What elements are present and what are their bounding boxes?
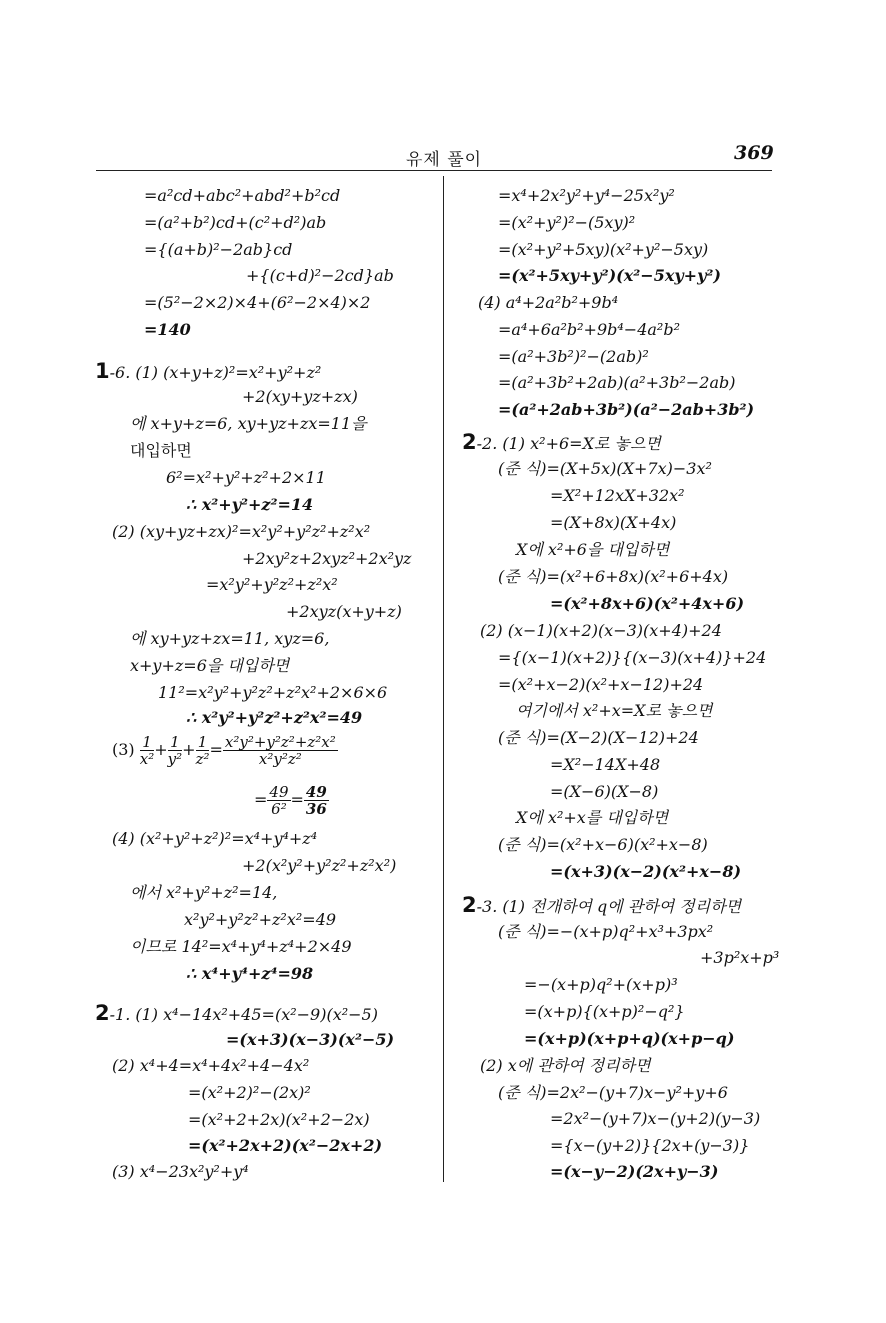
problem-number: 1 (95, 359, 110, 383)
numerator: 1 (168, 734, 183, 751)
math-line: =−(x+p)q²+(x+p)³ (524, 975, 678, 994)
fraction (168, 734, 183, 767)
denominator: x²y²z² (258, 750, 302, 768)
math-answer: =(x²+8x+6)(x²+4x+6) (550, 594, 745, 613)
problem-heading-text: -6. (1) (x+y+z)²=x²+y²+z² (109, 363, 322, 382)
math-line: =a²cd+abc²+abd²+b²cd (144, 186, 341, 205)
math-line: 이므로 14²=x⁴+y⁴+z⁴+2×49 (130, 937, 352, 956)
math-line: ={(x−1)(x+2)}{(x−3)(x+4)}+24 (498, 648, 767, 667)
numerator: 49 (269, 783, 289, 801)
problem-2-1-heading (95, 1003, 378, 1025)
denominator: 6² (271, 800, 287, 818)
math-line: ={(a+b)²−2ab}cd (144, 240, 293, 259)
math-line: =(X−6)(X−8) (550, 782, 659, 801)
denominator: x² (139, 750, 155, 768)
math-answer: =(x²+2x+2)(x²−2x+2) (188, 1136, 383, 1155)
math-answer: =(x²+5xy+y²)(x²−5xy+y²) (498, 266, 721, 285)
math-line: +{(c+d)²−2cd}ab (246, 266, 394, 285)
math-line: (2) x에 관하여 정리하면 (480, 1056, 651, 1075)
problem-2-2-heading (462, 432, 661, 454)
math-line: 6²=x²+y²+z²+2×11 (166, 468, 326, 487)
numerator: x²y²+y²z²+z²x² (224, 733, 336, 751)
math-line: (준 식)=(x²+x−6)(x²+x−8) (498, 835, 708, 854)
fraction (140, 734, 154, 767)
math-line: x+y+z=6을 대입하면 (130, 656, 290, 675)
math-line: 11²=x²y²+y²z²+z²x²+2×6×6 (158, 683, 388, 702)
math-line: (준 식)=−(x+p)q²+x³+3px² (498, 922, 714, 941)
text-line: 대입하면 (130, 441, 192, 460)
math-answer: ∴ x²y²+y²z²+z²x²=49 (186, 708, 363, 727)
header-rule (96, 170, 772, 171)
math-line: (2) x⁴+4=x⁴+4x²+4−4x² (112, 1056, 310, 1075)
math-answer: ∴ x⁴+y⁴+z⁴=98 (186, 964, 314, 983)
problem-heading-text: -3. (1) 전개하여 q에 관하여 정리하면 (476, 897, 742, 916)
problem-number: 2 (462, 430, 477, 454)
math-line: =X²+12xX+32x² (550, 486, 685, 505)
denominator: z² (195, 750, 210, 768)
math-line: =x²y²+y²z²+z²x² (206, 575, 338, 594)
math-line: =(5²−2×2)×4+(6²−2×4)×2 (144, 293, 371, 312)
math-line: =2x²−(y+7)x−(y+2)(y−3) (550, 1109, 761, 1128)
math-line: (4) (x²+y²+z²)²=x⁴+y⁴+z⁴ (112, 829, 318, 848)
math-line: 에 x+y+z=6, xy+yz+zx=11을 (130, 414, 367, 433)
math-line: =(a²+3b²)²−(2ab)² (498, 347, 649, 366)
math-answer: =(x−y−2)(2x+y−3) (550, 1162, 719, 1181)
part-label: (3) (112, 740, 135, 759)
math-line: (3) x⁴−23x²y²+y⁴ (112, 1162, 249, 1181)
math-answer: =(x+p)(x+p+q)(x+p−q) (524, 1029, 735, 1048)
math-line: (4) a⁴+2a²b²+9b⁴ (478, 293, 619, 312)
fraction (267, 784, 290, 817)
math-line: ={x−(y+2)}{2x+(y−3)} (550, 1136, 750, 1155)
math-line: =(X+8x)(X+4x) (550, 513, 677, 532)
math-line: =(x²+y²)²−(5xy)² (498, 213, 636, 232)
math-answer: ∴ x²+y²+z²=14 (186, 495, 314, 514)
problem-1-6-heading (95, 361, 321, 383)
math-line: +3p²x+p³ (700, 948, 780, 967)
math-line: =x⁴+2x²y²+y⁴−25x²y² (498, 186, 675, 205)
column-divider (443, 176, 444, 1182)
math-line: (준 식)=(X−2)(X−12)+24 (498, 728, 699, 747)
fraction-equation: = $\frac{49}{\text{6²}}$ = $\frac{49}{36}$ (254, 783, 327, 818)
math-answer: =140 (144, 320, 191, 339)
numerator: 49 (305, 783, 327, 801)
page-number: 369 (734, 142, 774, 164)
math-line: 에 xy+yz+zx=11, xyz=6, (130, 629, 330, 648)
numerator: 1 (140, 734, 154, 751)
math-line: =a⁴+6a²b²+9b⁴−4a²b² (498, 320, 680, 339)
math-line: =X²−14X+48 (550, 755, 661, 774)
math-line: +2(xy+yz+zx) (242, 387, 358, 406)
problem-number: 2 (95, 1001, 110, 1025)
math-answer: =(x+3)(x−3)(x²−5) (226, 1030, 395, 1049)
math-line: =(x²+2+2x)(x²+2−2x) (188, 1110, 370, 1129)
fraction (223, 734, 338, 767)
math-line: =(a²+b²)cd+(c²+d²)ab (144, 213, 327, 232)
math-line: 여기에서 x²+x=X로 놓으면 (516, 701, 713, 720)
math-line: =(a²+3b²+2ab)(a²+3b²−2ab) (498, 373, 736, 392)
math-line: =(x²+x−2)(x²+x−12)+24 (498, 675, 704, 694)
math-line: +2(x²y²+y²z²+z²x²) (242, 856, 397, 875)
math-line: 에서 x²+y²+z²=14, (130, 883, 278, 902)
problem-heading-text: -2. (1) x²+6=X로 놓으면 (476, 434, 661, 453)
math-line: (2) (x−1)(x+2)(x−3)(x+4)+24 (480, 621, 722, 640)
math-answer: =(x+3)(x−2)(x²+x−8) (550, 862, 742, 881)
denominator: 36 (305, 800, 327, 818)
math-line: (준 식)=2x²−(y+7)x−y²+y+6 (498, 1083, 728, 1102)
math-line: X에 x²+x를 대입하면 (516, 808, 669, 827)
math-line: +2xyz(x+y+z) (286, 602, 402, 621)
denominator: y² (167, 750, 183, 768)
math-line: x²y²+y²z²+z²x²=49 (184, 910, 337, 929)
math-line: (준 식)=(X+5x)(X+7x)−3x² (498, 459, 712, 478)
section-title: 유제 풀이 (406, 150, 483, 170)
math-line: =(x²+y²+5xy)(x²+y²−5xy) (498, 240, 709, 259)
problem-2-3-heading (462, 895, 741, 917)
math-line: X에 x²+6을 대입하면 (516, 540, 670, 559)
math-line: =(x²+2)²−(2x)² (188, 1083, 311, 1102)
problem-heading-text: -1. (1) x⁴−14x²+45=(x²−9)(x²−5) (109, 1005, 378, 1024)
math-line: (준 식)=(x²+6+8x)(x²+6+4x) (498, 567, 729, 586)
math-line: (2) (xy+yz+zx)²=x²y²+y²z²+z²x² (112, 522, 371, 541)
fraction-answer (304, 784, 329, 817)
numerator: 1 (196, 734, 210, 751)
problem-number: 2 (462, 893, 477, 917)
fraction (196, 734, 210, 767)
math-answer: =(a²+2ab+3b²)(a²−2ab+3b²) (498, 400, 755, 419)
math-line: +2xy²z+2xyz²+2x²yz (242, 549, 412, 568)
math-line: =(x+p){(x+p)²−q²} (524, 1002, 685, 1021)
fraction-equation: (3) $\frac{1}{\text{x²}}$ + $\frac{1}{\text{y²}}$ + $\frac{1}{\text{z²}}$ = $\frac{\text{x²y²+y²z²+z²x²}}{\text{x²y²z²}}$ (112, 733, 336, 768)
